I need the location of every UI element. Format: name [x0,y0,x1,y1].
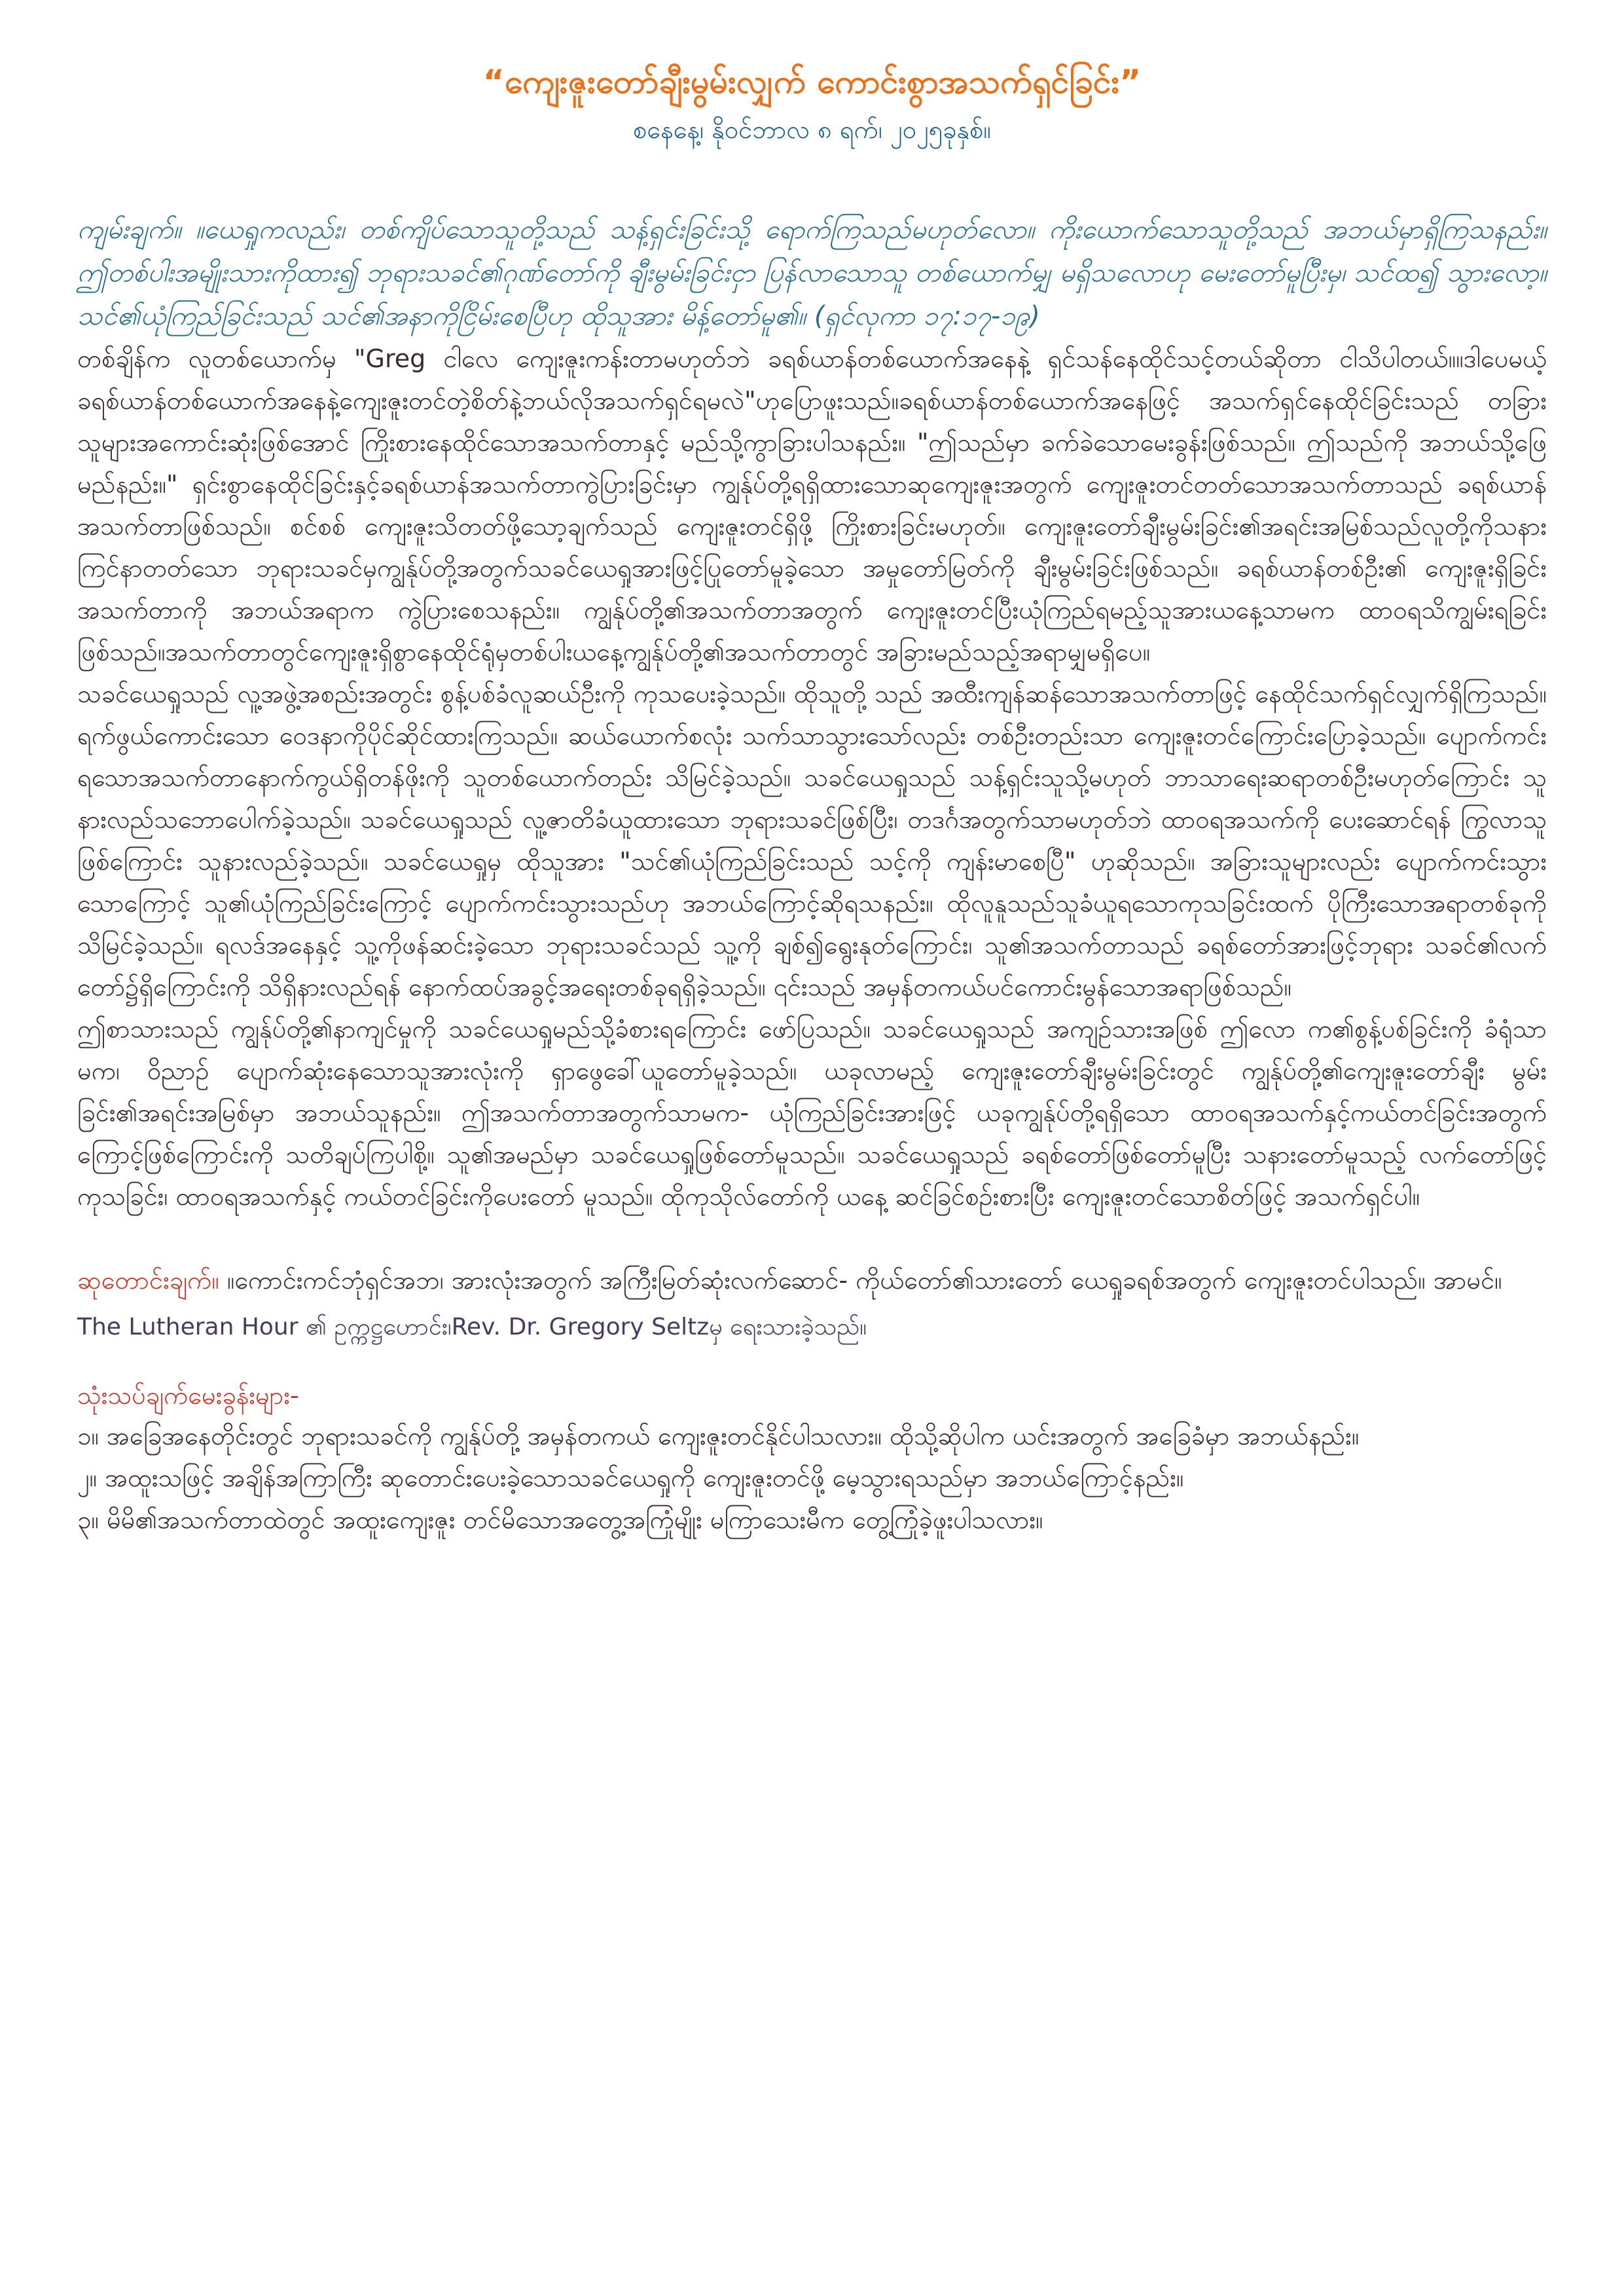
page-title: “ကျေးဇူးတော်ချီးမွမ်းလျှက် ကောင်းစွာအသက်ရှင်ခြင်း” [482,63,1142,101]
date-line: စနေနေ့၊ နိုဝင်ဘာလ ၈ ရက်၊ ၂၀၂၅ခုနှစ်။ [633,115,991,144]
prayer-text: ။ကောင်းကင်ဘုံရှင်အဘ၊ အားလုံးအတွက် အကြီးမြတ်ဆုံးလက်ဆောင်- ကိုယ်တော်၏သားတော် ယေရှုခရစ်အတွက် ကျေးဇူးတင်ပါသည်။ အာမင်။ [219,1266,1502,1295]
question-item-1: ၁။ အခြေအနေတိုင်းတွင် ဘုရားသခင်ကို ကျွန်ုပ်တို့ အမှန်တကယ် ကျေးဇူးတင်နိုင်ပါသလား။ ထိုသို့ဆိုပါက ယင်းအတွက် အခြေခံမှာ အဘယ်နည်း။ [77,1422,1360,1450]
author-credit: The Lutheran Hour ၏ ဥက္ကဋ္ဌဟောင်း၊Rev. Dr. Gregory Seltzမှ ရေးသားခဲ့သည်။ [77,1314,867,1340]
questions-title: သုံးသပ်ချက်မေးခွန်းများ- [77,1381,299,1410]
question-item-3: ၃။ မိမိ၏အသက်တာထဲတွင် အထူးကျေးဇူး တင်မိသောအတွေ့အကြုံမျိုး မကြာသေးမီက တွေ့ကြုံခဲ့ဖူးပါသလား။ [77,1505,1043,1534]
body-paragraph-3: ဤစာသားသည် ကျွန်ုပ်တို့၏နာကျင်မှုကို သခင်ယေရှုမည်သို့ခံစားရကြောင်း ဖော်ပြသည်။ သခင်ယေရှုသည် အကျဉ်သားအဖြစ် ဤလော က၏စွန့်ပစ်ခြင်းကို ခံရုံသာမက၊ ဝိညာဉ် ပျောက်ဆုံးနေသောသူအားလုံးကို ရှာဖွေခေါ်ယူတော်မူခဲ့သည်။ ယခုလာမည့် ကျေးဇူးတော်ချီးမွမ်းခြင်းတွင် ကျွန်ုပ်တို့၏ကျေးဇူးတော်ချီး မွမ်းခြင်း၏အရင်းအမြစ်မှာ အဘယ်သူနည်း။ ဤအသက်တာအတွက်သာမက- ယုံကြည်ခြင်းအားဖြင့် ယခုကျွန်ုပ်တို့ရရှိသော ထာဝရအသက်နှင့်ကယ်တင်ခြင်းအတွက်ကြောင့်ဖြစ်ကြောင်းကို သတိချပ်ကြပါစို့။ သူ၏အမည်မှာ သခင်ယေရှုဖြစ်တော်မူသည်။ သခင်ယေရှုသည် ခရစ်တော်ဖြစ်တော်မူပြီး သနားတော်မူသည့် လက်တော်ဖြင့် ကုသခြင်း၊ ထာဝရအသက်နှင့် ကယ်တင်ခြင်းကိုပေးတော် မူသည်။ ထိုကုသိုလ်တော်ကို ယနေ့ ဆင်ခြင်စဉ်းစားပြီး ကျေးဇူးတင်သောစိတ်ဖြင့် အသက်ရှင်ပါ။ [77,1014,1547,1211]
scripture-verse: ကျမ်းချက်။ ။ယေရှုကလည်း၊ တစ်ကျိပ်သောသူတို့သည် သန့်ရှင်းခြင်းသို့ ရောက်ကြသည်မဟုတ်လော။ ကိုးယောက်သောသူတို့သည် အဘယ်မှာရှိကြသနည်း။ ဤတစ်ပါးအမျိုးသားကိုထား၍ ဘုရားသခင်၏ဂုဏ်တော်ကို ချီးမွမ်းခြင်းငှာ ပြန်လာသောသူ တစ်ယောက်မျှ မရှိသလောဟု မေးတော်မူပြီးမှ၊ သင်ထ၍ သွားလော့။ သင်၏ယုံကြည်ခြင်းသည် သင်၏အနာကိုငြိမ်းစေပြီဟု ထိုသူအား မိန့်တော်မူ၏။ (ရှင်လုကာ ၁၇:၁၇-၁၉) [77,215,1547,331]
prayer [77,1259,1547,1301]
prayer-label: ဆုတောင်းချက်။ [77,1266,219,1295]
question-item-2: ၂။ အထူးသဖြင့် အချိန်အကြာကြီး ဆုတောင်းပေးခဲ့သောသခင်ယေရှုကို ကျေးဇူးတင်ဖို့ မေ့သွားရသည်မှာ အဘယ်ကြောင့်နည်း။ [77,1463,1184,1492]
body-paragraph-1: တစ်ချိန်က လူတစ်ယောက်မှ "Greg ငါလေ ကျေးဇူးကန်းတာမဟုတ်ဘဲ ခရစ်ယာန်တစ်ယောက်အနေနဲ့ ရှင်သန်နေထိုင်သင့်တယ်ဆိုတာ ငါသိပါတယ်။။ဒါပေမယ့်ခရစ်ယာန်တစ်ယောက်အနေနဲ့ကျေးဇူးတင်တဲ့စိတ်နဲ့ဘယ်လိုအသက်ရှင်ရမလဲ"ဟုပြောဖူးသည်။ခရစ်ယာန်တစ်ယောက်အနေဖြင့် အသက်ရှင်နေထိုင်ခြင်းသည် တခြားသူများအကောင်းဆုံးဖြစ်အောင် ကြိုးစားနေထိုင်သောအသက်တာနှင့် မည်သို့ကွာခြားပါသနည်း။ "ဤသည်မှာ ခက်ခဲသောမေးခွန်းဖြစ်သည်။ ဤသည်ကို အဘယ်သို့ဖြေမည်နည်း။" ရှင်းစွာနေထိုင်ခြင်းနှင့်ခရစ်ယာန်အသက်တာကွဲပြားခြင်းမှာ ကျွန်ုပ်တို့ရရှိထားသောဆုကျေးဇူးအတွက် ကျေးဇူးတင်တတ်သောအသက်တာသည် ခရစ်ယာန်အသက်တာဖြစ်သည်။ စင်စစ် ကျေးဇူးသိတတ်ဖို့သော့ချက်သည် ကျေးဇူးတင်ရှိဖို့ ကြိုးစားခြင်းမဟုတ်။ ကျေးဇူးတော်ချီးမွမ်းခြင်း၏အရင်းအမြစ်သည်လူတို့ကိုသနားကြင်နာတတ်သော ဘုရားသခင်မှကျွန်ုပ်တို့အတွက်သခင်ယေရှုအားဖြင့်ပြုတော်မူခဲ့သော အမှုတော်မြတ်ကို ချီးမွမ်းခြင်းဖြစ်သည်။ ခရစ်ယာန်တစ်ဦး၏ ကျေးဇူးရှိခြင်းအသက်တာကို အဘယ်အရာက ကွဲပြားစေသနည်း။ ကျွန်ုပ်တို့၏အသက်တာအတွက် ကျေးဇူးတင်ပြီးယုံကြည်ရမည့်သူအားယနေ့သာမက ထာဝရသိကျွမ်းရခြင်းဖြစ်သည်။အသက်တာတွင်ကျေးဇူးရှိစွာနေထိုင်ရုံမှတစ်ပါးယနေ့ကျွန်ုပ်တို့၏အသက်တာတွင် အခြားမည်သည့်အရာမျှမရှိပေ။ [77,344,1547,666]
body-paragraph-2: သခင်ယေရှုသည် လူ့အဖွဲ့အစည်းအတွင်း စွန့်ပစ်ခံလူဆယ်ဦးကို ကုသပေးခဲ့သည်။ ထိုသူတို့ သည် အထီးကျန်ဆန်သောအသက်တာဖြင့် နေထိုင်သက်ရှင်လျှက်ရှိကြသည်။ ရက်ဖွယ်ကောင်းသော ဝေဒနာကိုပိုင်ဆိုင်ထားကြသည်။ ဆယ်ယောက်စလုံး သက်သာသွားသော်လည်း တစ်ဦးတည်းသာ ကျေးဇူးတင်ကြောင်းပြောခဲ့သည်။ ပျောက်ကင်းရသောအသက်တာနောက်ကွယ်ရှိတန်ဖိုးကို သူတစ်ယောက်တည်း သိမြင်ခဲ့သည်။ သခင်ယေရှုသည် သန့်ရှင်းသူသို့မဟုတ် ဘာသာရေးဆရာတစ်ဦးမဟုတ်ကြောင်း သူနားလည်သဘောပေါက်ခဲ့သည်။ သခင်ယေရှုသည် လူ့ဇာတိခံယူထားသော ဘုရားသခင်ဖြစ်ပြီး၊ တဒင်္ဂအတွက်သာမဟုတ်ဘဲ ထာဝရအသက်ကို ပေးဆောင်ရန် ကြွလာသူဖြစ်ကြောင်း သူနားလည်ခဲ့သည်။ သခင်ယေရှုမှ ထိုသူအား "သင်၏ယုံကြည်ခြင်းသည် သင့်ကို ကျန်းမာစေပြီ" ဟုဆိုသည်။ အခြားသူများလည်း ပျောက်ကင်းသွားသောကြောင့် သူ၏ယုံကြည်ခြင်းကြောင့် ပျောက်ကင်းသွားသည်ဟု အဘယ်ကြောင့်ဆိုရသနည်း။ ထိုလူနူသည်သူခံယူရသောကုသခြင်းထက် ပိုကြီးသောအရာတစ်ခုကိုသိမြင်ခဲ့သည်။ ရလဒ်အနေနှင့် သူ့ကိုဖန်ဆင်းခဲ့သော ဘုရားသခင်သည် သူ့ကို ချစ်၍ရွေးနုတ်ကြောင်း၊ သူ၏အသက်တာသည် ခရစ်တော်အားဖြင့်ဘုရား သခင်၏လက်တော်၌ရှိကြောင်းကို သိရှိနားလည်ရန် နောက်ထပ်အခွင့်အရေးတစ်ခုရရှိခဲ့သည်။ ၎င်းသည် အမှန်တကယ်ပင်ကောင်းမွန်သောအရာဖြစ်သည်။ [77,679,1547,1001]
